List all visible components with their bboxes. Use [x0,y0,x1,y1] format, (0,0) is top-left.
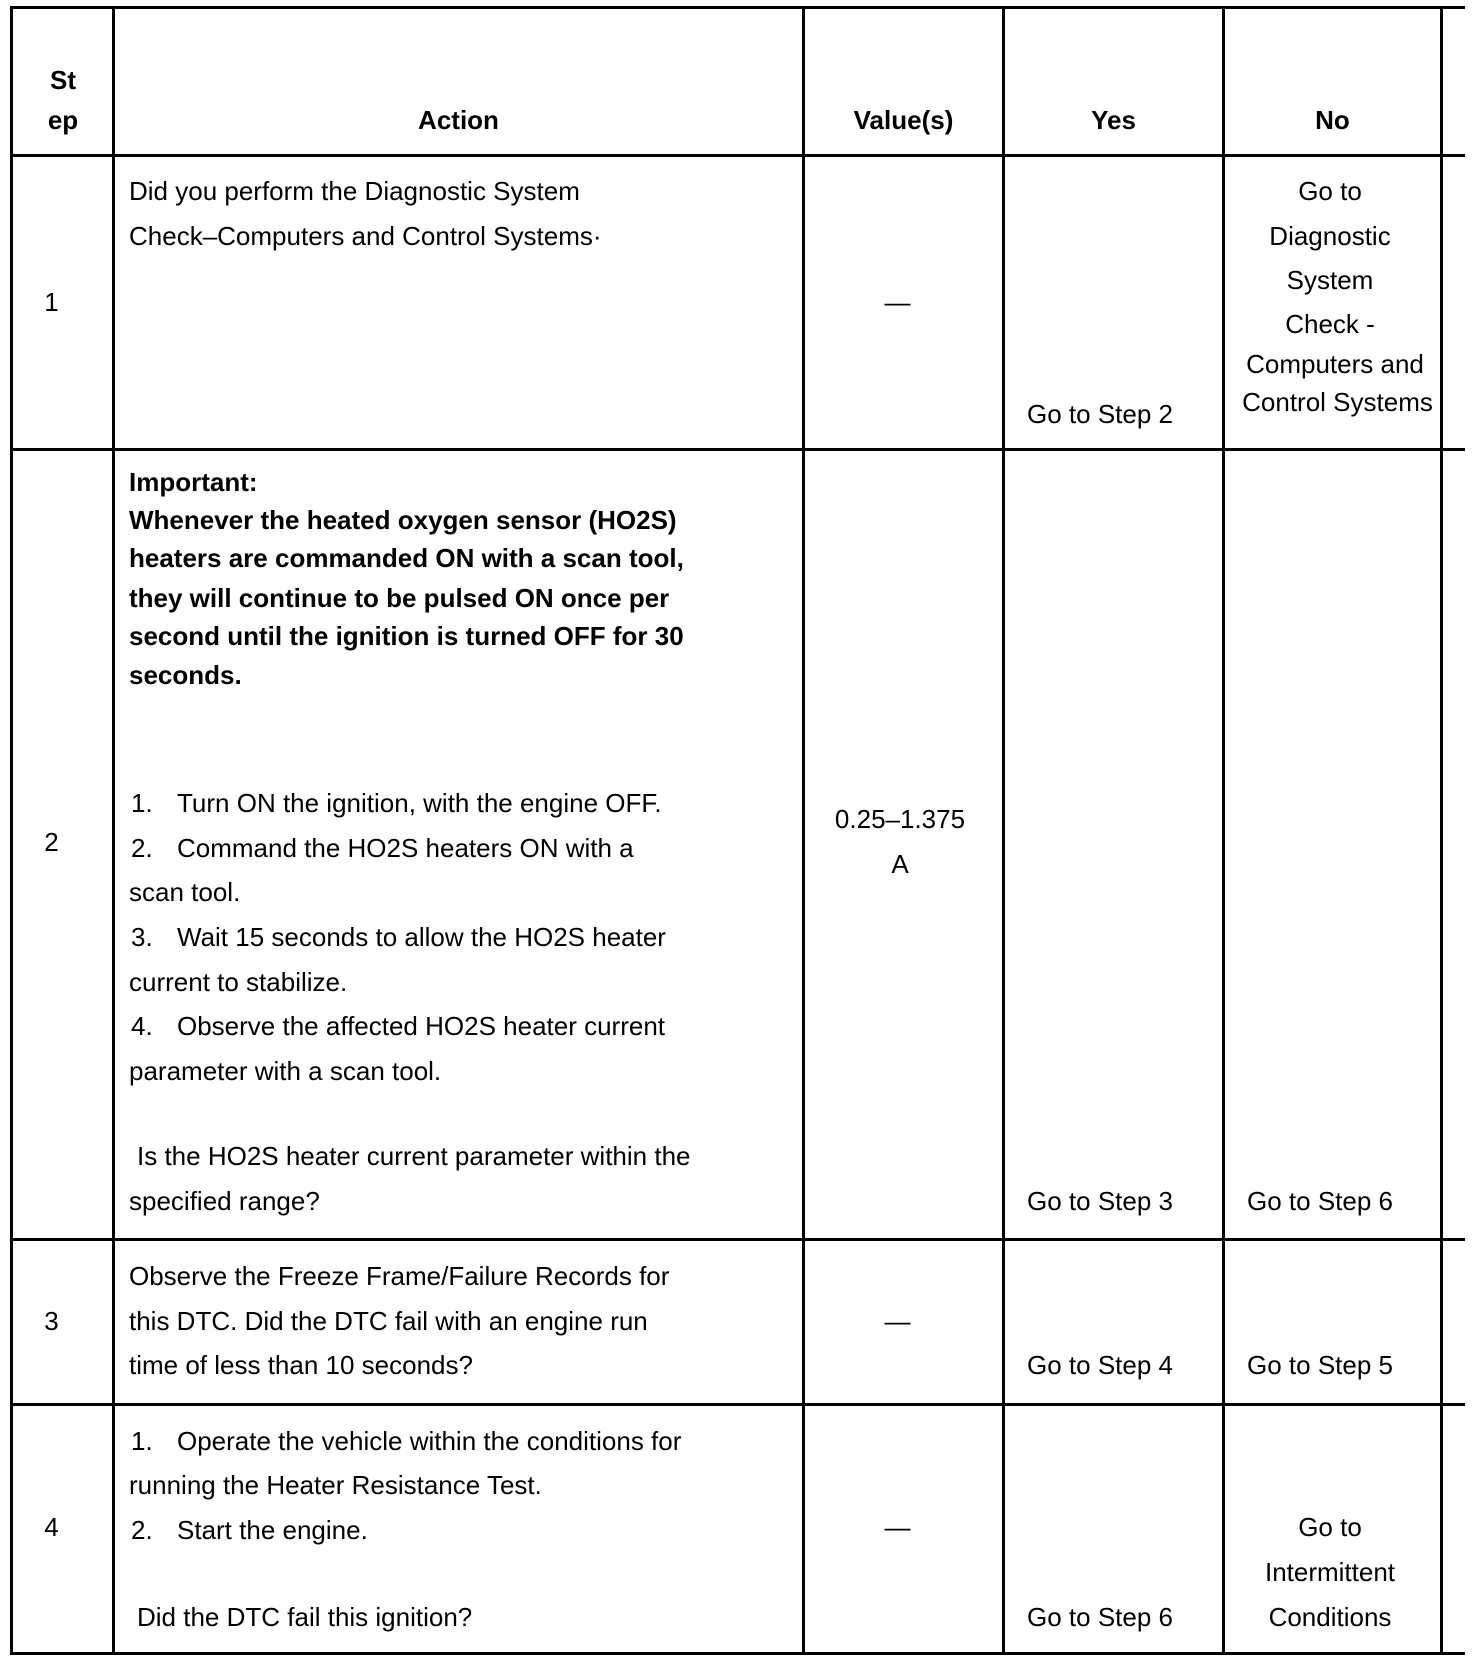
no-link[interactable]: Computers and [1246,349,1424,379]
yes-link[interactable]: Go to Step 2 [1027,399,1173,429]
step-number: 3 [44,1306,59,1336]
no-link[interactable]: Go to Step 6 [1247,1186,1393,1216]
step-item-text: running the Heater Resistance Test. [129,1470,542,1500]
important-text: seconds. [129,660,242,690]
step-item-text: Wait 15 seconds to allow the HO2S heater [177,922,666,952]
step-number: 2 [44,827,59,857]
table-border-top [10,6,1465,9]
action-text: Did you perform the Diagnostic System [129,176,580,206]
step-item-text: parameter with a scan tool. [129,1056,442,1086]
question-text: Did the DTC fail this ignition? [137,1602,473,1632]
step-item-text: Turn ON the ignition, with the engine OFF. [177,788,662,818]
no-link[interactable]: Intermittent [1264,1557,1396,1587]
row-divider [10,1403,1465,1406]
no-link[interactable]: Go to [1298,176,1362,206]
header-action: Action [418,105,499,135]
value-text: A [891,849,909,879]
step-item-text: current to stabilize. [129,967,348,997]
no-link[interactable]: Diagnostic [1269,221,1391,251]
header-yes: Yes [1091,105,1136,135]
no-link[interactable]: Go to Step 5 [1247,1350,1393,1380]
row-divider [10,154,1465,157]
action-text: time of less than 10 seconds? [129,1350,473,1380]
important-label: Important: [129,467,258,497]
value-text: — [884,287,911,317]
header-step-line2: ep [47,105,79,135]
step-item-number: 1. [131,788,153,818]
important-text: they will continue to be pulsed ON once per [129,583,670,613]
table-border-right [1440,6,1443,1655]
yes-link[interactable]: Go to Step 4 [1027,1350,1173,1380]
step-item-number: 2. [131,1515,153,1545]
step-item-text: Operate the vehicle within the conditions for [177,1426,682,1456]
column-divider [1002,6,1005,1655]
step-item-text: Command the HO2S heaters ON with a [177,833,634,863]
important-text: Whenever the heated oxygen sensor (HO2S) [129,505,677,535]
row-divider [10,1238,1465,1241]
step-number: 4 [44,1512,59,1542]
table-border-bottom [10,1652,1465,1655]
important-text: heaters are commanded ON with a scan tool, [129,543,684,573]
question-text: specified range? [129,1186,320,1216]
action-text: Check–Computers and Control Systems· [129,221,602,251]
no-link[interactable]: Conditions [1268,1602,1392,1632]
yes-link[interactable]: Go to Step 6 [1027,1602,1173,1632]
value-text: — [884,1512,911,1542]
step-number: 1 [44,287,59,317]
question-text: Is the HO2S heater current parameter within the [137,1141,691,1171]
important-text: second until the ignition is turned OFF for 30 [129,621,684,651]
value-text: — [884,1306,911,1336]
step-item-text: scan tool. [129,877,241,907]
header-step-line1: St [50,65,76,95]
no-link[interactable]: Go to [1298,1512,1362,1542]
step-item-number: 4. [131,1011,153,1041]
value-text: 0.25–1.375 [834,804,966,834]
header-no: No [1315,105,1350,135]
action-text: Observe the Freeze Frame/Failure Records for [129,1261,670,1291]
column-divider [112,6,115,1655]
no-link[interactable]: Control Systems [1242,387,1433,417]
no-link[interactable]: Check - [1285,309,1375,339]
step-item-text: Observe the affected HO2S heater current [177,1011,666,1041]
yes-link[interactable]: Go to Step 3 [1027,1186,1173,1216]
step-item-number: 3. [131,922,153,952]
action-text: this DTC. Did the DTC fail with an engine run [129,1306,648,1336]
header-values: Value(s) [853,105,954,135]
step-item-text: Start the engine. [177,1515,368,1545]
step-item-number: 1. [131,1426,153,1456]
step-item-number: 2. [131,833,153,863]
row-divider [10,448,1465,451]
no-link[interactable]: System [1286,265,1374,295]
